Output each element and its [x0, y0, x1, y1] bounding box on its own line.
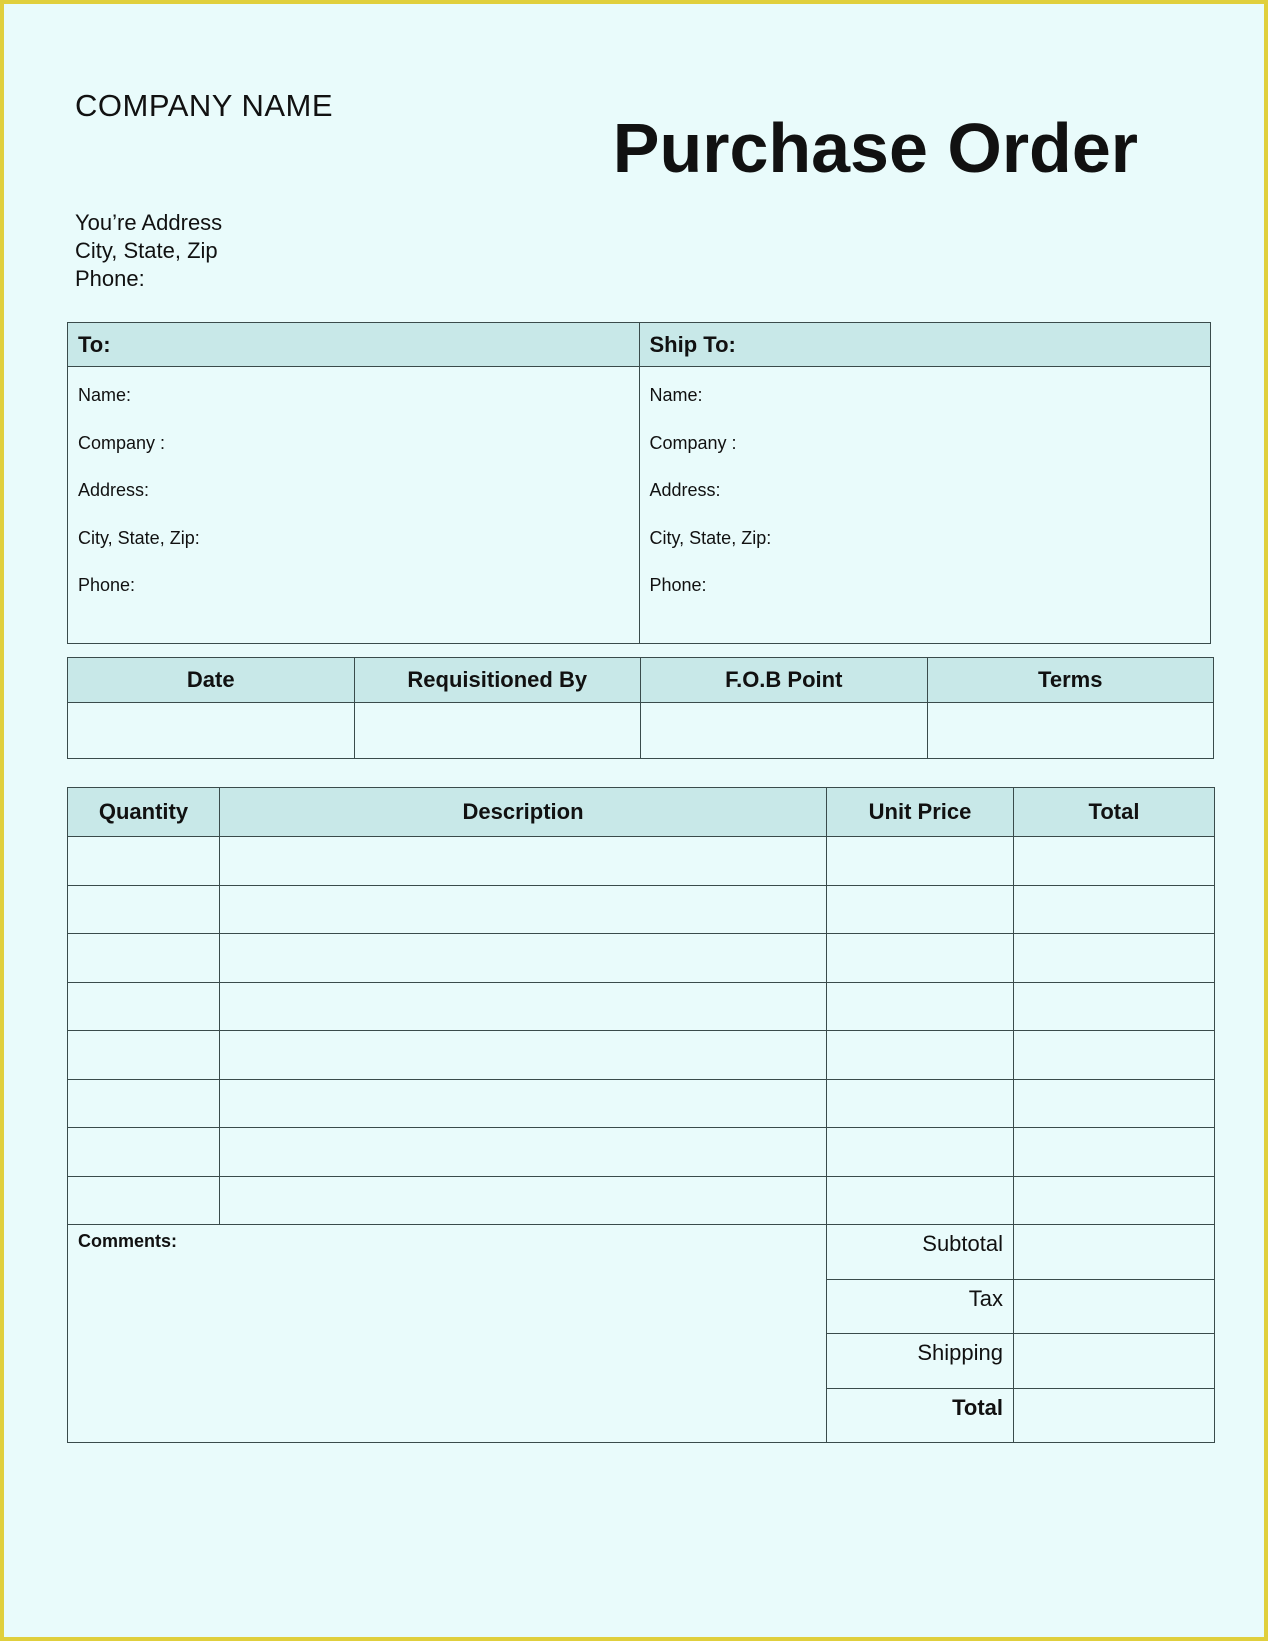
table-row [68, 1079, 1215, 1128]
line-total-cell[interactable] [1014, 934, 1215, 983]
description-cell[interactable] [220, 1176, 827, 1225]
table-row [68, 885, 1215, 934]
comments-field[interactable] [68, 1225, 827, 1443]
quantity-cell[interactable] [68, 885, 220, 934]
table-row [68, 1128, 1215, 1177]
description-cell[interactable] [220, 885, 827, 934]
ship-to-city-field[interactable]: City, State, Zip: [649, 527, 772, 548]
requisitioned-by-header: Requisitioned By [354, 658, 641, 703]
line-items-table [67, 787, 1215, 1443]
table-row [68, 1031, 1215, 1080]
description-header: Description [220, 788, 827, 837]
shipping-value-cell[interactable] [1014, 1334, 1215, 1389]
unit-price-cell[interactable] [827, 1128, 1014, 1177]
sender-address: You’re Address [75, 210, 223, 235]
ship-to-fields[interactable] [639, 367, 1211, 644]
table-row [68, 934, 1215, 983]
unit-price-cell[interactable] [827, 934, 1014, 983]
description-cell[interactable] [220, 1128, 827, 1177]
quantity-cell[interactable] [68, 934, 220, 983]
line-total-cell[interactable] [1014, 1031, 1215, 1080]
shipping-label: Shipping [827, 1334, 1014, 1389]
quantity-header: Quantity [68, 788, 220, 837]
quantity-cell[interactable] [68, 1079, 220, 1128]
comments-label: Comments: [78, 1231, 178, 1251]
line-total-cell[interactable] [1014, 1128, 1215, 1177]
subtotal-label: Subtotal [827, 1225, 1014, 1280]
ship-to-phone-field[interactable]: Phone: [649, 575, 707, 595]
ship-to-name-field[interactable]: Name: [649, 385, 703, 405]
unit-price-cell[interactable] [827, 837, 1014, 886]
fob-point-cell[interactable] [641, 703, 928, 759]
unit-price-cell[interactable] [827, 1031, 1014, 1080]
sender-phone: Phone: [75, 266, 145, 291]
unit-price-cell[interactable] [827, 885, 1014, 934]
requisitioned-by-cell[interactable] [354, 703, 641, 759]
ship-to-header: Ship To: [639, 323, 1211, 367]
table-row [68, 982, 1215, 1031]
to-ship-to-table [67, 322, 1211, 644]
unit-price-cell[interactable] [827, 1079, 1014, 1128]
subtotal-value-cell[interactable] [1014, 1225, 1215, 1280]
line-total-cell[interactable] [1014, 1079, 1215, 1128]
quantity-cell[interactable] [68, 837, 220, 886]
description-cell[interactable] [220, 837, 827, 886]
description-cell[interactable] [220, 982, 827, 1031]
line-total-cell[interactable] [1014, 982, 1215, 1031]
terms-cell[interactable] [927, 703, 1214, 759]
company-name: COMPANY NAME [75, 88, 334, 123]
grand-total-value-cell[interactable] [1014, 1388, 1215, 1443]
fob-point-header: F.O.B Point [641, 658, 928, 703]
to-phone-field[interactable]: Phone: [78, 575, 136, 595]
tax-label: Tax [827, 1279, 1014, 1334]
ship-to-company-field[interactable]: Company : [649, 432, 737, 453]
unit-price-header: Unit Price [827, 788, 1014, 837]
unit-price-cell[interactable] [827, 982, 1014, 1031]
date-header: Date [68, 658, 355, 703]
unit-price-cell[interactable] [827, 1176, 1014, 1225]
to-fields[interactable] [68, 367, 640, 644]
to-city-field[interactable]: City, State, Zip: [78, 527, 200, 548]
quantity-cell[interactable] [68, 1031, 220, 1080]
ship-to-address-field[interactable]: Address: [649, 480, 721, 500]
date-cell[interactable] [68, 703, 355, 759]
to-name-field[interactable]: Name: [78, 385, 132, 405]
sender-city-state-zip: City, State, Zip [75, 238, 218, 263]
to-header: To: [68, 323, 640, 367]
quantity-cell[interactable] [68, 982, 220, 1031]
to-address-field[interactable]: Address: [78, 480, 150, 500]
description-cell[interactable] [220, 1031, 827, 1080]
description-cell[interactable] [220, 934, 827, 983]
tax-value-cell[interactable] [1014, 1279, 1215, 1334]
grand-total-label: Total [827, 1388, 1014, 1443]
total-header: Total [1014, 788, 1215, 837]
table-row [68, 837, 1215, 886]
table-row [68, 1176, 1215, 1225]
description-cell[interactable] [220, 1079, 827, 1128]
terms-header: Terms [927, 658, 1214, 703]
quantity-cell[interactable] [68, 1176, 220, 1225]
sender-address-block [75, 209, 222, 293]
to-company-field[interactable]: Company : [78, 432, 166, 453]
line-total-cell[interactable] [1014, 1176, 1215, 1225]
quantity-cell[interactable] [68, 1128, 220, 1177]
line-total-cell[interactable] [1014, 837, 1215, 886]
page-title: Purchase Order [612, 109, 1138, 187]
order-meta-table [67, 657, 1214, 759]
line-total-cell[interactable] [1014, 885, 1215, 934]
